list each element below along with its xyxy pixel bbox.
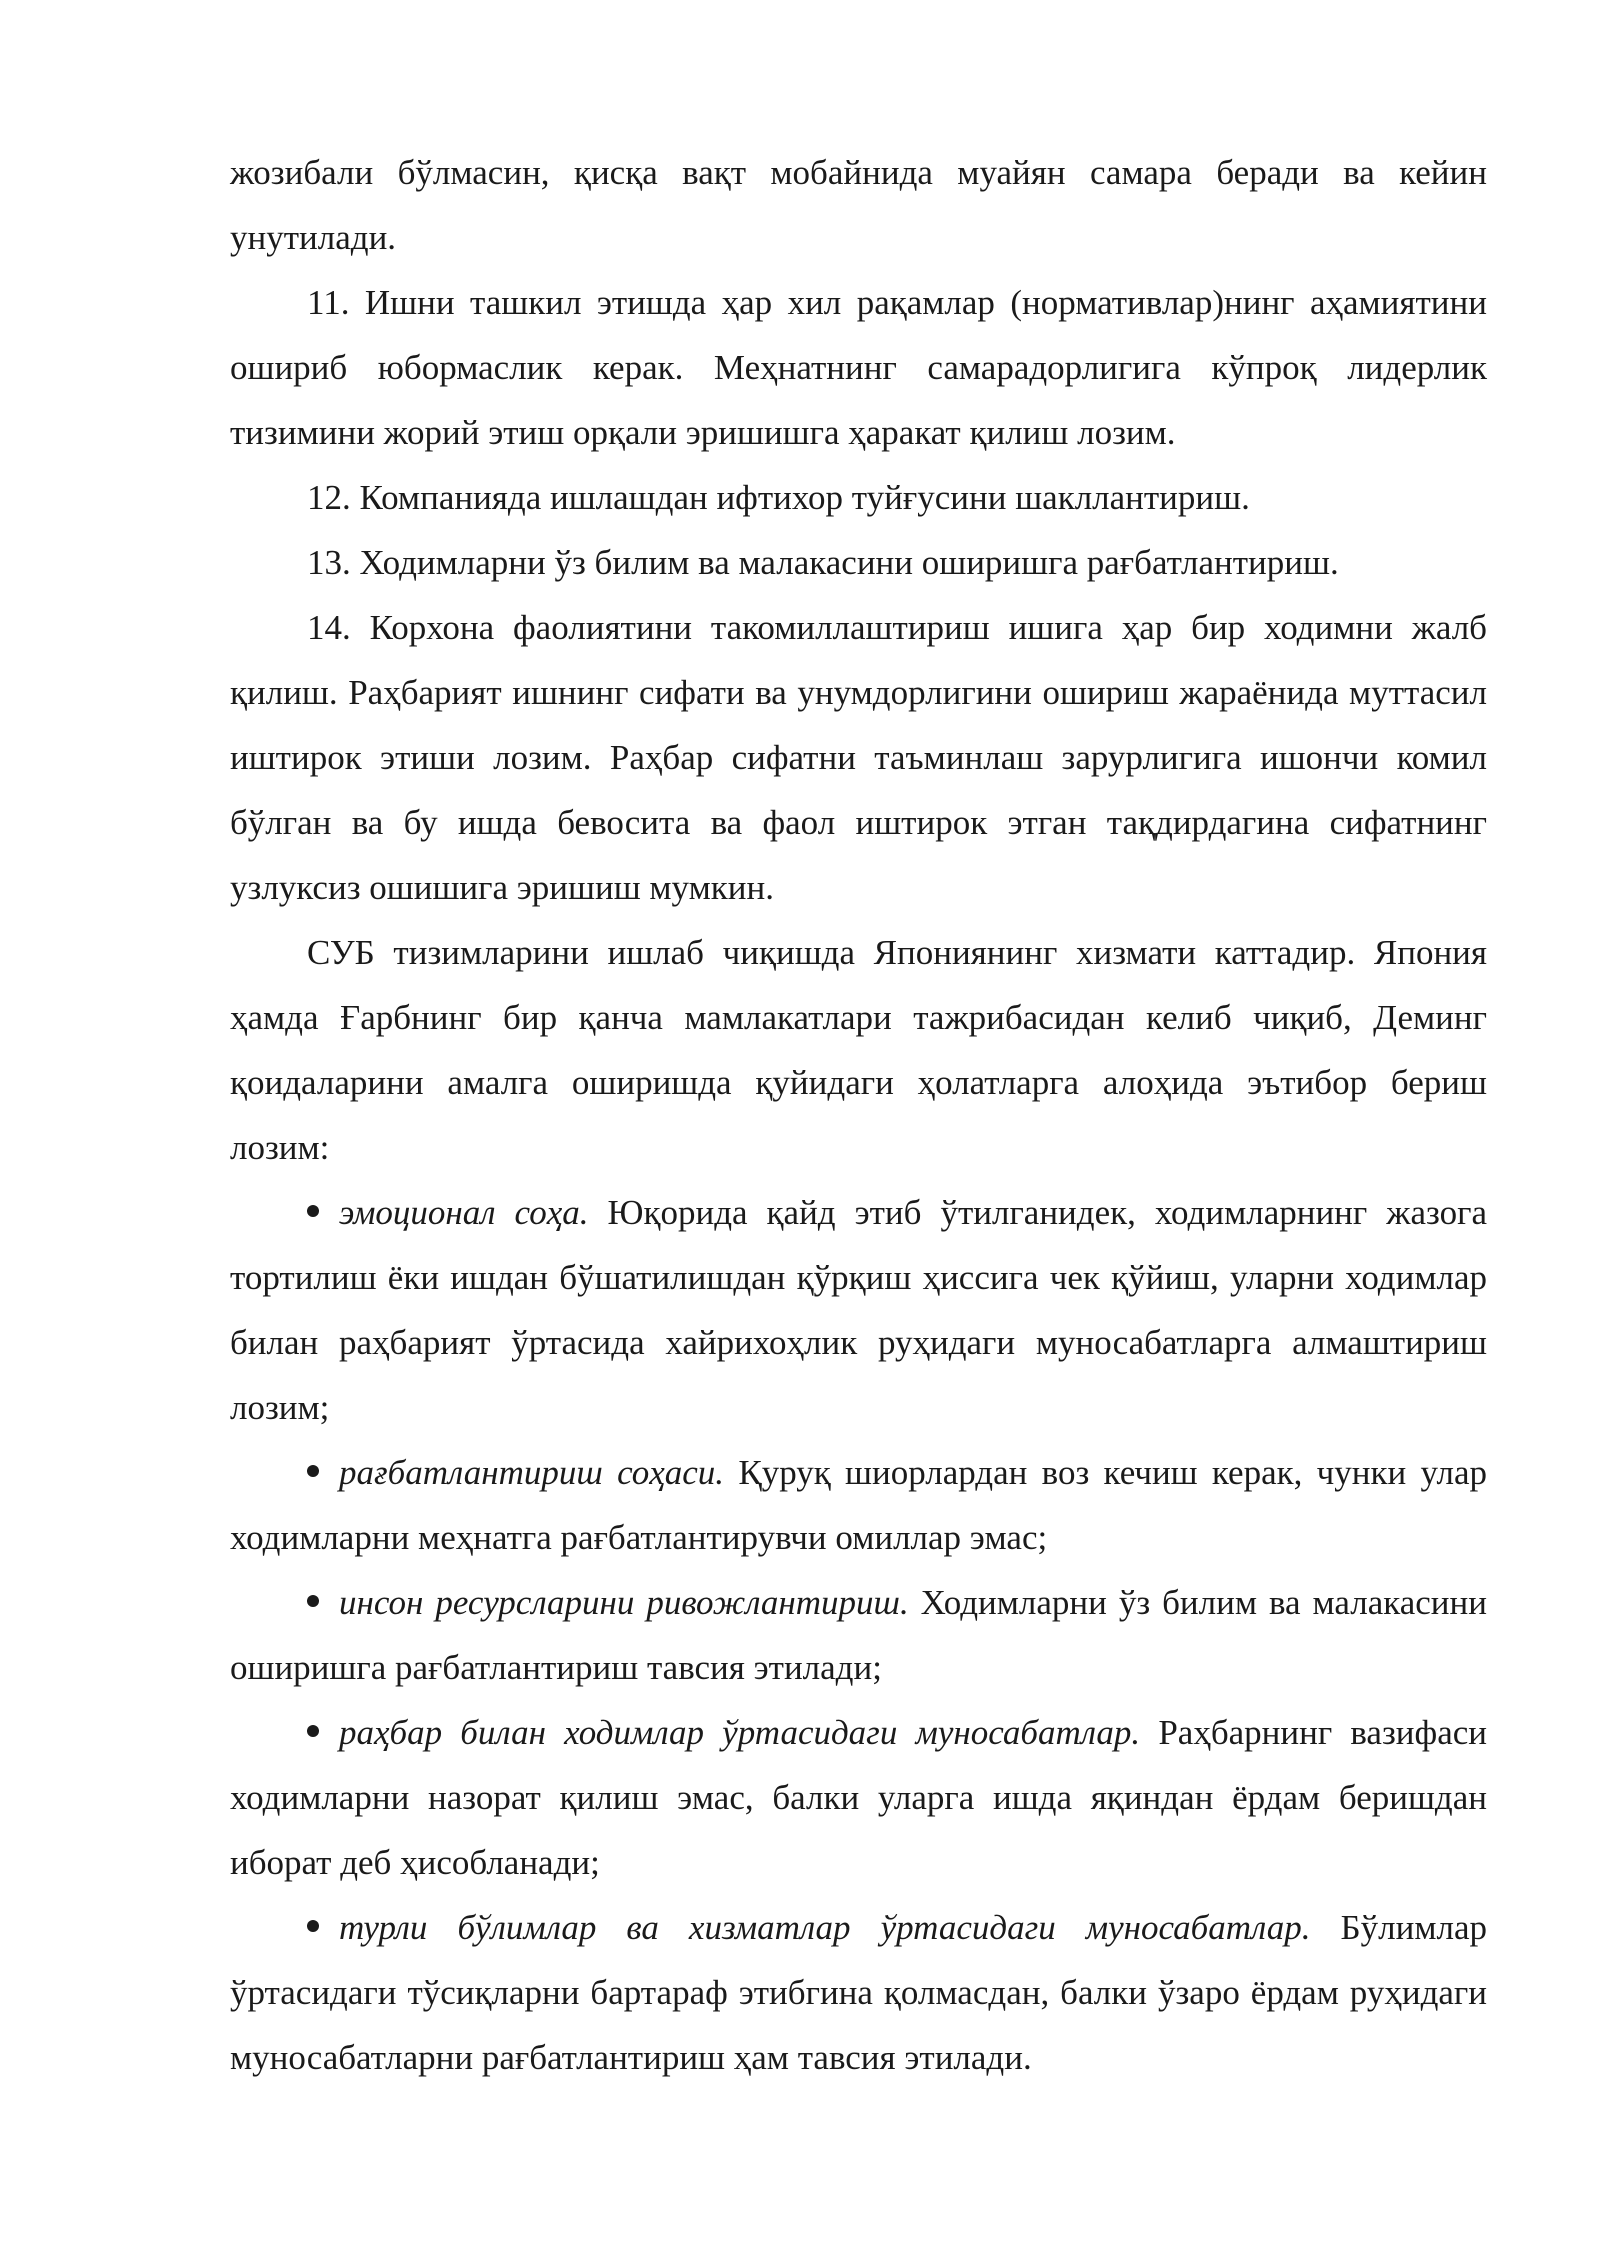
- bullet-icon: [307, 1920, 319, 1932]
- bullet-icon: [307, 1595, 319, 1607]
- bullet-item: [230, 1440, 1487, 1570]
- bullet-term: рағбатлантириш соҳаси.: [339, 1453, 725, 1492]
- document-page: [230, 140, 1487, 2090]
- bullet-icon: [307, 1465, 319, 1477]
- bullet-item: [230, 1570, 1487, 1700]
- paragraph-intro-sub: СУБ тизимларини ишлаб чиқишда Япониянинг хизмати каттадир. Япония ҳамда Ғарбнинг бир қанча мамлакатлари тажрибасидан келиб чиқиб, Деминг қоидаларини амалга оширишда қуйидаги ҳолатларга алоҳида эътибор бериш лозим:: [230, 933, 1487, 1167]
- paragraph-item-14: 14. Корхона фаолиятини такомиллаштириш ишига ҳар бир ходимни жалб қилиш. Раҳбарият ишнинг сифати ва унумдорлигини ошириш жараёнида муттасил иштирок этиши лозим. Раҳбар сифатни таъминлаш зарурлигига ишончи комил бўлган ва бу ишда бевосита ва фаол иштирок этган тақдирдагина сифатнинг узлуксиз ошишига эришиш мумкин.: [230, 608, 1487, 907]
- bullet-term: раҳбар билан ходимлар ўртасидаги муносабатлар.: [339, 1713, 1141, 1752]
- bullet-item: [230, 1180, 1487, 1440]
- bullet-icon: [307, 1205, 319, 1217]
- paragraph-item-13: 13. Ходимларни ўз билим ва малакасини оширишга рағбатлантириш.: [307, 543, 1339, 582]
- bullet-text: Раҳбарнинг вазифаси ходимларни назорат қилиш эмас, балки уларга ишда яқиндан ёрдам беришдан иборат деб ҳисобланади;: [230, 1713, 1487, 1882]
- bullet-text: Юқорида қайд этиб ўтилганидек, ходимларнинг жазога тортилиш ёки ишдан бўшатилишдан қўрқиш ҳиссига чек қўйиш, уларни ходимлар билан раҳбарият ўртасида хайрихоҳлик руҳидаги муносабатларга алмаштириш лозим;: [230, 1193, 1487, 1427]
- bullet-text: Қуруқ шиорлардан воз кечиш керак, чунки улар ходимларни меҳнатга рағбатлантирувчи омиллар эмас;: [230, 1453, 1487, 1557]
- paragraph-item-12: 12. Компанияда ишлашдан ифтихор туйғусини шакллантириш.: [307, 478, 1250, 517]
- paragraph-item-11: 11. Ишни ташкил этишда ҳар хил рақамлар (нормативлар)нинг аҳамиятини ошириб юбормаслик керак. Меҳнатнинг самарадорлигига кўпроқ лидерлик тизимини жорий этиш орқали эришишга ҳаракат қилиш лозим.: [230, 283, 1487, 452]
- bullet-item: [230, 1700, 1487, 1895]
- bullet-text: Бўлимлар ўртасидаги тўсиқларни бартараф этибгина қолмасдан, балки ўзаро ёрдам руҳидаги муносабатларни рағбатлантириш ҳам тавсия этилади.: [230, 1908, 1487, 2077]
- bullet-item: [230, 1895, 1487, 2090]
- bullet-term: эмоционал соҳа.: [339, 1193, 589, 1232]
- bullet-text: Ходимларни ўз билим ва малакасини оширишга рағбатлантириш тавсия этилади;: [230, 1583, 1487, 1687]
- bullet-term: турли бўлимлар ва хизматлар ўртасидаги муносабатлар.: [339, 1908, 1311, 1947]
- paragraph-continuation: жозибали бўлмасин, қисқа вақт мобайнида муайян самара беради ва кейин унутилади.: [230, 153, 1487, 257]
- bullet-icon: [307, 1725, 319, 1737]
- bullet-term: инсон ресурсларини ривожлантириш.: [339, 1583, 909, 1622]
